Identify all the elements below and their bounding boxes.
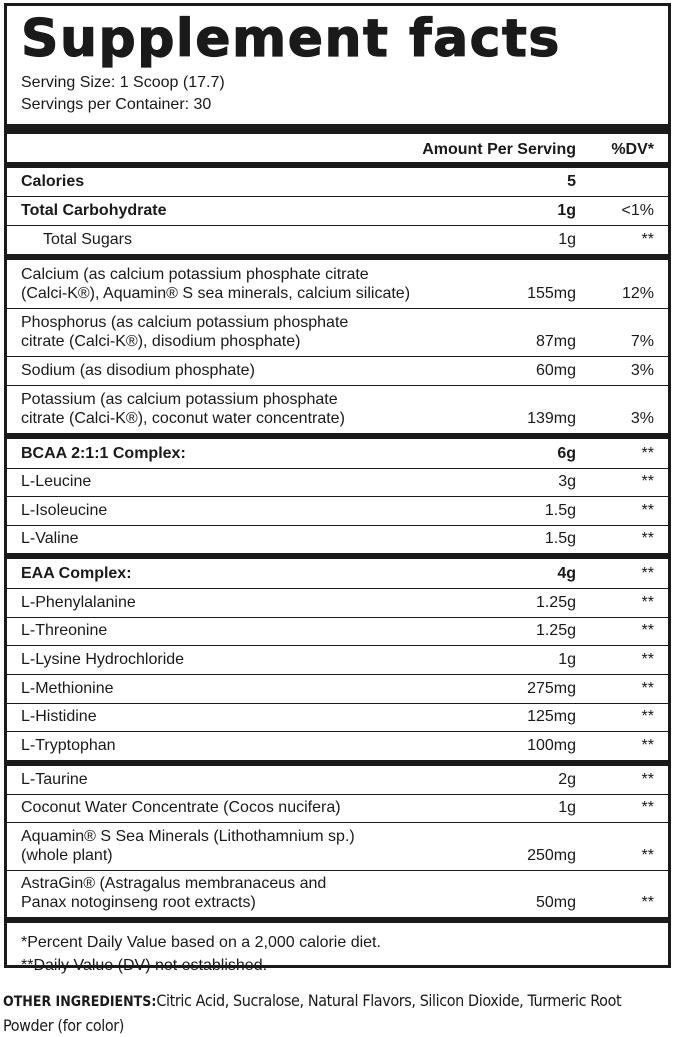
- nutrient-dv: **: [641, 231, 654, 248]
- panel-title: Supplement facts: [21, 9, 561, 69]
- nutrient-amount: 4g: [557, 565, 576, 582]
- nutrient-dv: **: [641, 445, 654, 462]
- nutrient-amount: 275mg: [527, 680, 576, 697]
- nutrient-name: EAA Complex:: [21, 565, 132, 582]
- nutrient-name: Total Sugars: [43, 231, 132, 248]
- nutrient-dv: **: [641, 737, 654, 754]
- nutrient-dv: **: [641, 530, 654, 547]
- nutrient-name: Phosphorus (as calcium potassium phosphate citrate (Calci-K®), disodium phosphate): [21, 314, 349, 350]
- other-ingredients-label: OTHER INGREDIENTS:: [3, 994, 157, 1010]
- nutrient-row: [7, 439, 668, 468]
- nutrient-row: [7, 385, 668, 433]
- nutrient-row: [7, 525, 668, 553]
- column-header: [7, 134, 668, 162]
- dv-header: %DV*: [611, 141, 654, 158]
- nutrient-name: Total Carbohydrate: [21, 202, 167, 219]
- servings-per-container: Servings per Container: 30: [21, 96, 212, 113]
- nutrient-amount: 87mg: [535, 333, 576, 350]
- nutrient-amount: 100mg: [527, 737, 576, 754]
- nutrient-amount: 6g: [557, 445, 576, 462]
- amount-header: Amount Per Serving: [422, 141, 576, 158]
- nutrient-amount: 125mg: [527, 708, 576, 725]
- nutrient-name: L-Lysine Hydrochloride: [21, 651, 185, 668]
- nutrient-row: [7, 645, 668, 674]
- nutrient-row: [7, 766, 668, 794]
- nutrient-dv: **: [641, 708, 654, 725]
- nutrient-name: Calcium (as calcium potassium phosphate citrate (Calci-K®), Aquamin® S sea minerals, calcium silicate): [21, 266, 411, 302]
- nutrient-name: L-Isoleucine: [21, 502, 108, 519]
- nutrient-amount: 250mg: [527, 847, 576, 864]
- nutrient-amount: 1.25g: [535, 622, 576, 639]
- nutrient-row: [7, 674, 668, 703]
- nutrient-row: [7, 356, 668, 385]
- nutrient-amount: 5: [567, 173, 576, 190]
- nutrient-dv: 7%: [630, 333, 654, 350]
- nutrient-name: L-Phenylalanine: [21, 594, 136, 611]
- nutrient-name: L-Valine: [21, 530, 79, 547]
- nutrient-row: [7, 870, 668, 917]
- nutrient-amount: 139mg: [527, 410, 576, 427]
- nutrient-amount: 60mg: [535, 362, 576, 379]
- nutrient-name: Sodium (as disodium phosphate): [21, 362, 255, 379]
- nutrient-row: [7, 225, 668, 254]
- footnote-not-established: **Daily Value (DV) not established.: [21, 957, 268, 974]
- nutrient-name: L-Methionine: [21, 680, 114, 697]
- nutrient-row: [7, 496, 668, 525]
- nutrient-dv: **: [641, 771, 654, 788]
- nutrient-dv: **: [641, 622, 654, 639]
- nutrient-name: Potassium (as calcium potassium phosphate citrate (Calci-K®), coconut water concentrate): [21, 391, 345, 427]
- other-ingredients: [3, 989, 675, 1037]
- supplement-facts-panel: [4, 3, 671, 974]
- nutrient-amount: 1.5g: [544, 502, 576, 519]
- nutrient-dv: 12%: [621, 285, 654, 302]
- nutrient-row: [7, 617, 668, 645]
- nutrient-amount: 155mg: [527, 285, 576, 302]
- nutrient-amount: 1g: [558, 651, 576, 668]
- serving-size: Serving Size: 1 Scoop (17.7): [21, 74, 225, 91]
- nutrient-name: L-Taurine: [21, 771, 88, 788]
- nutrient-name: Coconut Water Concentrate (Cocos nucifera): [21, 799, 341, 816]
- nutrient-dv: **: [641, 680, 654, 697]
- nutrient-row: [7, 731, 668, 760]
- nutrient-amount: 1g: [558, 231, 576, 248]
- nutrient-name: L-Threonine: [21, 622, 108, 639]
- nutrient-row: [7, 794, 668, 822]
- nutrient-dv: 3%: [630, 410, 654, 427]
- other-ingredients-text: Citric Acid, Sucralose, Natural Flavors, Silicon Dioxide, Turmeric Root Powder (for color): [3, 991, 622, 1035]
- nutrient-dv: 3%: [630, 362, 654, 379]
- nutrient-amount: 1.25g: [535, 594, 576, 611]
- nutrient-dv: **: [641, 651, 654, 668]
- nutrient-row: [7, 168, 668, 196]
- nutrient-row: [7, 559, 668, 588]
- nutrient-dv: **: [641, 502, 654, 519]
- nutrient-amount: 1g: [558, 799, 576, 816]
- nutrient-name: Aquamin® S Sea Minerals (Lithothamnium sp.) (whole plant): [21, 828, 355, 864]
- nutrient-amount: 1g: [557, 202, 576, 219]
- nutrient-name: AstraGin® (Astragalus membranaceus and Panax notoginseng root extracts): [21, 875, 327, 911]
- nutrient-amount: 2g: [558, 771, 576, 788]
- nutrient-amount: 3g: [558, 473, 576, 490]
- nutrient-row: [7, 468, 668, 496]
- nutrient-name: L-Histidine: [21, 708, 97, 725]
- thick-divider: [7, 124, 668, 134]
- nutrient-dv: **: [641, 894, 654, 911]
- nutrient-row: [7, 260, 668, 308]
- nutrient-name: L-Leucine: [21, 473, 92, 490]
- footnote-dv: *Percent Daily Value based on a 2,000 calorie diet.: [21, 934, 381, 951]
- nutrient-dv: **: [641, 565, 654, 582]
- nutrient-name: BCAA 2:1:1 Complex:: [21, 445, 186, 462]
- nutrient-dv: **: [641, 473, 654, 490]
- nutrient-dv: **: [641, 847, 654, 864]
- nutrient-dv: **: [641, 799, 654, 816]
- nutrient-table: [7, 162, 668, 917]
- nutrient-amount: 50mg: [535, 894, 576, 911]
- nutrient-row: [7, 308, 668, 356]
- nutrient-name: Calories: [21, 173, 85, 190]
- nutrient-dv: **: [641, 594, 654, 611]
- nutrient-amount: 1.5g: [544, 530, 576, 547]
- nutrient-row: [7, 703, 668, 731]
- nutrient-name: L-Tryptophan: [21, 737, 116, 754]
- nutrient-row: [7, 588, 668, 617]
- nutrient-row: [7, 822, 668, 870]
- nutrient-row: [7, 196, 668, 225]
- nutrient-dv: <1%: [621, 202, 654, 219]
